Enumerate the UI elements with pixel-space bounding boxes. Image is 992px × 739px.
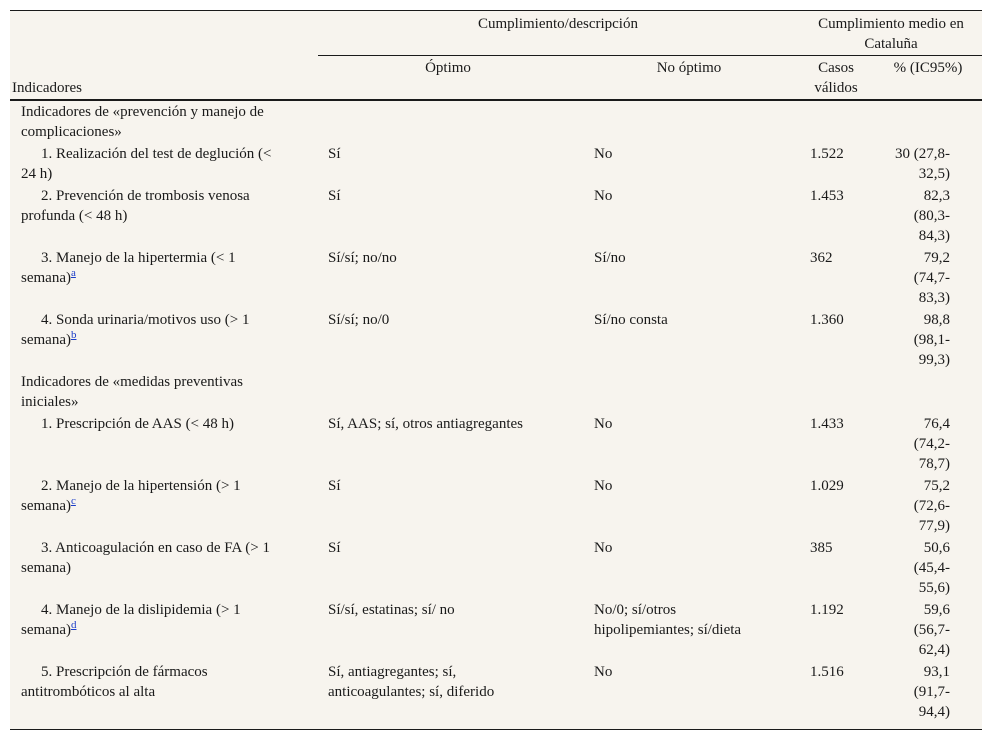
pct-cell: 75,2 — [923, 478, 950, 494]
pct-cell: (45,4- — [913, 560, 950, 576]
indicator-text: semana)$^a$ — [21, 267, 76, 286]
pct-cell: 94,4) — [918, 704, 950, 720]
indicator-text: profunda (< 48 h) — [21, 208, 128, 224]
casos-cell: 1.192 — [810, 602, 844, 618]
pct-cell: 32,5) — [918, 166, 950, 182]
indicator-text: semana) — [21, 560, 71, 576]
indicator-text: 1. Prescripción de AAS (< 48 h) — [41, 416, 235, 432]
pct-cell: 93,1 — [923, 664, 950, 680]
indicator-text: 2. Manejo de la hipertensión (> 1 — [41, 478, 241, 494]
pct-cell: (56,7- — [913, 622, 950, 638]
pct-cell: 59,6 — [923, 602, 950, 618]
footnote-link[interactable]: b — [70, 329, 77, 341]
pct-cell: 84,3) — [918, 228, 950, 244]
section-title: iniciales» — [21, 394, 79, 410]
column-header-casos-line1: Casos — [818, 60, 854, 76]
indicator-text: 24 h) — [21, 166, 53, 182]
no-optimo-cell: No — [594, 664, 613, 680]
section-title: complicaciones» — [21, 124, 122, 140]
indicator-text: antitrombóticos al alta — [21, 684, 156, 700]
pct-cell: 50,6 — [923, 540, 950, 556]
column-header-casos-line2: válidos — [814, 80, 858, 96]
section-title: Indicadores de «medidas preventivas — [21, 374, 244, 390]
no-optimo-cell: hipolipemiantes; sí/dieta — [594, 622, 742, 638]
header-bottom-rule — [10, 99, 982, 101]
casos-cell: 1.433 — [810, 416, 844, 432]
group-header-mean-line1: Cumplimiento medio en — [818, 16, 964, 32]
pct-cell: (98,1- — [913, 332, 950, 348]
casos-cell: 362 — [810, 250, 833, 266]
pct-cell: (74,7- — [913, 270, 950, 286]
indicator-text: 2. Prevención de trombosis venosa — [41, 188, 250, 204]
optimo-cell: Sí/sí; no/0 — [328, 312, 390, 328]
optimo-cell: Sí, antiagregantes; sí, — [328, 664, 457, 680]
casos-cell: 385 — [810, 540, 833, 556]
group-header-mean-line2: Cataluña — [864, 36, 918, 52]
indicator-text: 4. Sonda urinaria/motivos uso (> 1 — [41, 312, 250, 328]
pct-cell: (74,2- — [913, 436, 950, 452]
header-group-rule — [318, 55, 982, 56]
pct-cell: 82,3 — [923, 188, 950, 204]
indicator-text: 4. Manejo de la dislipidemia (> 1 — [41, 602, 241, 618]
optimo-cell: anticoagulantes; sí, diferido — [328, 684, 495, 700]
optimo-cell: Sí — [328, 188, 341, 204]
pct-cell: 78,7) — [918, 456, 950, 472]
column-header-indicadores: Indicadores — [12, 80, 82, 96]
indicator-text: 3. Anticoagulación en caso de FA (> 1 — [41, 540, 270, 556]
no-optimo-cell: No — [594, 478, 613, 494]
optimo-cell: Sí/sí, estatinas; sí/ no — [328, 602, 455, 618]
group-header-description: Cumplimiento/descripción — [478, 16, 638, 32]
casos-cell: 1.516 — [810, 664, 844, 680]
pct-cell: 77,9) — [918, 518, 950, 534]
casos-cell: 1.453 — [810, 188, 844, 204]
no-optimo-cell: No/0; sí/otros — [594, 602, 677, 618]
indicator-text: semana)$^b$ — [21, 329, 77, 348]
pct-cell: 99,3) — [918, 352, 950, 368]
pct-cell: 83,3) — [918, 290, 950, 306]
optimo-cell: Sí — [328, 478, 341, 494]
pct-cell: 98,8 — [923, 312, 950, 328]
optimo-cell: Sí, AAS; sí, otros antiagregantes — [328, 416, 523, 432]
pct-cell: 55,6) — [918, 580, 950, 596]
indicator-text: semana)$^d$ — [21, 619, 77, 638]
indicator-text: 5. Prescripción de fármacos — [41, 664, 208, 680]
footnote-link[interactable]: c — [70, 495, 76, 507]
casos-cell: 1.360 — [810, 312, 844, 328]
pct-cell: (91,7- — [913, 684, 950, 700]
no-optimo-cell: Sí/no consta — [594, 312, 668, 328]
pct-cell: 76,4 — [923, 416, 950, 432]
no-optimo-cell: No — [594, 540, 613, 556]
table-panel — [10, 10, 982, 730]
indicator-text: semana)$^c$ — [21, 495, 76, 514]
no-optimo-cell: No — [594, 146, 613, 162]
optimo-cell: Sí — [328, 146, 341, 162]
indicator-text: 1. Realización del test de deglución (< — [41, 146, 272, 162]
pct-cell: 30 (27,8- — [895, 146, 950, 162]
optimo-cell: Sí — [328, 540, 341, 556]
indicator-text: 3. Manejo de la hipertermia (< 1 — [41, 250, 236, 266]
optimo-cell: Sí/sí; no/no — [328, 250, 397, 266]
pct-cell: 62,4) — [918, 642, 950, 658]
casos-cell: 1.522 — [810, 146, 844, 162]
no-optimo-cell: Sí/no — [594, 250, 626, 266]
pct-cell: 79,2 — [923, 250, 950, 266]
column-header-pct: % (IC95%) — [893, 60, 963, 76]
pct-cell: (80,3- — [913, 208, 950, 224]
footnote-link[interactable]: d — [70, 619, 77, 631]
no-optimo-cell: No — [594, 188, 613, 204]
column-header-no-optimo: No óptimo — [656, 60, 722, 76]
no-optimo-cell: No — [594, 416, 613, 432]
pct-cell: (72,6- — [913, 498, 950, 514]
footnote-link[interactable]: a — [70, 267, 76, 279]
column-header-optimo: Óptimo — [425, 60, 471, 76]
section-title: Indicadores de «prevención y manejo de — [21, 104, 264, 120]
casos-cell: 1.029 — [810, 478, 844, 494]
